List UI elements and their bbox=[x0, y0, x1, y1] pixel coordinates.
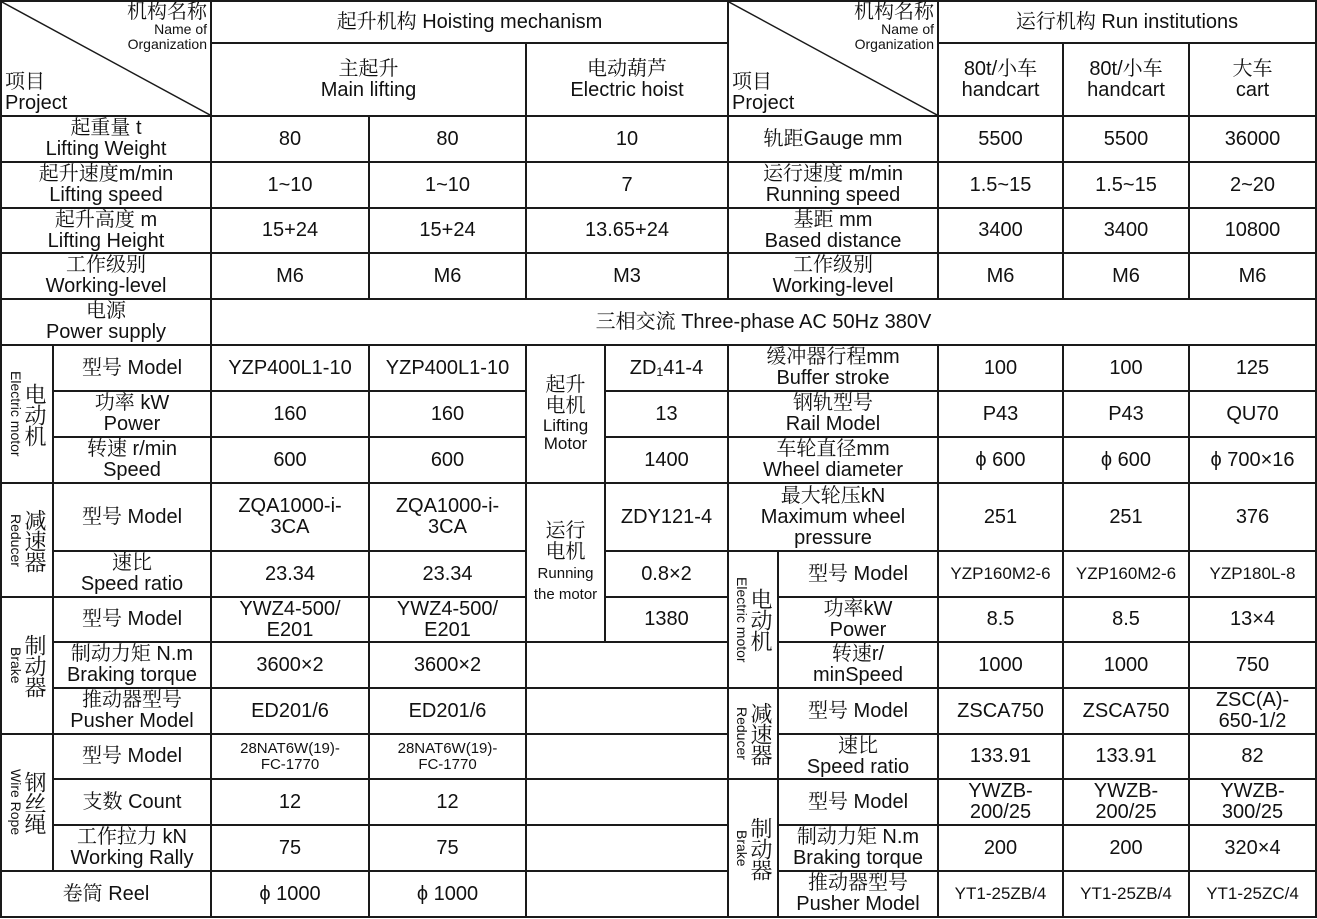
empty-cell bbox=[525, 870, 729, 918]
hoisting-mechanism-header: 起升机构 Hoisting mechanism bbox=[210, 0, 729, 44]
group-motor bbox=[727, 550, 779, 689]
value-cell: 251 bbox=[937, 482, 1064, 552]
group-label-en: Brake bbox=[8, 647, 24, 684]
group-label-zh: 电动机 bbox=[22, 382, 47, 446]
row-label: 工作级别 Working-level bbox=[0, 252, 212, 300]
empty-cell bbox=[525, 687, 729, 735]
value-cell: 7 bbox=[525, 161, 729, 209]
value-cell: YWZ4-500/ E201 bbox=[210, 596, 370, 643]
value-cell: 13×4 bbox=[1188, 596, 1317, 643]
value-cell: 160 bbox=[210, 390, 370, 438]
row-label: 型号 Model bbox=[52, 596, 212, 643]
run-column-header: 80t/小车 handcart bbox=[1062, 42, 1190, 117]
value-cell: 100 bbox=[937, 344, 1064, 392]
value-cell: ϕ 1000 bbox=[210, 870, 370, 918]
value-cell: YWZB- 200/25 bbox=[1062, 778, 1190, 826]
value-cell: 3600×2 bbox=[210, 641, 370, 689]
value-cell: M6 bbox=[1188, 252, 1317, 300]
run-institutions-header: 运行机构 Run institutions bbox=[937, 0, 1317, 44]
row-label: 功率 kW Power bbox=[52, 390, 212, 438]
value-cell: ZQA1000-i- 3CA bbox=[368, 482, 527, 552]
value-cell: 82 bbox=[1188, 733, 1317, 780]
value-cell: 3400 bbox=[1062, 207, 1190, 254]
group-brake bbox=[727, 778, 779, 918]
group-brake bbox=[0, 596, 54, 735]
value-cell: 100 bbox=[1062, 344, 1190, 392]
value-cell: 3400 bbox=[937, 207, 1064, 254]
group-label-zh: 制动器 bbox=[22, 634, 47, 697]
row-label: 起升速度m/min Lifting speed bbox=[0, 161, 212, 209]
value-cell: 8.5 bbox=[1062, 596, 1190, 643]
value-cell: M6 bbox=[1062, 252, 1190, 300]
value-cell: 1380 bbox=[604, 596, 729, 643]
value-cell: 23.34 bbox=[368, 550, 527, 598]
row-label: 工作拉力 kN Working Rally bbox=[52, 824, 212, 872]
value-cell: 160 bbox=[368, 390, 527, 438]
value-cell: ZSC(A)- 650-1/2 bbox=[1188, 687, 1317, 735]
value-cell: YT1-25ZC/4 bbox=[1188, 870, 1317, 918]
value-cell: YZP160M2-6 bbox=[937, 550, 1064, 598]
group-reducer bbox=[727, 687, 779, 780]
value-cell: 1000 bbox=[937, 641, 1064, 689]
value-cell: 15+24 bbox=[368, 207, 527, 254]
row-label: 基距 mm Based distance bbox=[727, 207, 939, 254]
group-label-en: Electric motor bbox=[734, 576, 750, 663]
row-label: 制动力矩 N.m Braking torque bbox=[52, 641, 212, 689]
project-label-en: Project bbox=[732, 92, 795, 114]
org-label-en2: Organization bbox=[127, 36, 207, 53]
value-cell: 750 bbox=[1188, 641, 1317, 689]
value-cell: 13 bbox=[604, 390, 729, 438]
value-cell: 200 bbox=[937, 824, 1064, 872]
left-corner-header bbox=[0, 0, 212, 117]
value-cell: YWZB- 200/25 bbox=[937, 778, 1064, 826]
value-cell: M6 bbox=[937, 252, 1064, 300]
empty-cell bbox=[525, 733, 729, 780]
empty-cell bbox=[525, 778, 729, 826]
row-label: 转速r/ minSpeed bbox=[777, 641, 939, 689]
group-reducer bbox=[0, 482, 54, 598]
group-motor bbox=[0, 344, 54, 484]
value-cell: 28NAT6W(19)- FC-1770 bbox=[368, 733, 527, 780]
row-label: 推动器型号 Pusher Model bbox=[52, 687, 212, 735]
row-label: 工作级别 Working-level bbox=[727, 252, 939, 300]
main-lifting-header: 主起升 Main lifting bbox=[210, 42, 527, 117]
value-cell: P43 bbox=[1062, 390, 1190, 438]
value-cell: YZP400L1-10 bbox=[210, 344, 370, 392]
motor-label-en: Lifting Motor bbox=[542, 416, 589, 453]
group-label-zh: 电动机 bbox=[748, 588, 773, 651]
group-label-en: Wire Rope bbox=[8, 769, 24, 836]
value-cell: 12 bbox=[368, 778, 527, 826]
group-label-zh: 减速器 bbox=[22, 508, 47, 572]
value-cell: 0.8×2 bbox=[604, 550, 729, 598]
value-cell: 80 bbox=[368, 115, 527, 163]
value-cell: 3600×2 bbox=[368, 641, 527, 689]
motor-label-en: Running the motor bbox=[533, 564, 598, 603]
value-cell: ZSCA750 bbox=[937, 687, 1064, 735]
value-cell: 36000 bbox=[1188, 115, 1317, 163]
row-label: 转速 r/min Speed bbox=[52, 436, 212, 484]
row-label: 型号 Model bbox=[777, 778, 939, 826]
org-label-zh: 机构名称 bbox=[854, 1, 934, 23]
value-cell: YWZB- 300/25 bbox=[1188, 778, 1317, 826]
value-cell: ZQA1000-i- 3CA bbox=[210, 482, 370, 552]
group-label-en: Electric motor bbox=[8, 371, 24, 457]
value-cell: 80 bbox=[210, 115, 370, 163]
value-cell: 133.91 bbox=[1062, 733, 1190, 780]
org-label-en1: Name of bbox=[881, 21, 934, 37]
run-column-header: 大车 cart bbox=[1188, 42, 1317, 117]
value-cell: YZP400L1-10 bbox=[368, 344, 527, 392]
run-column-header: 80t/小车 handcart bbox=[937, 42, 1064, 117]
org-label-en1: Name of bbox=[154, 21, 207, 37]
row-label: 型号 Model bbox=[52, 344, 212, 392]
value-cell: 23.34 bbox=[210, 550, 370, 598]
value-cell: 75 bbox=[210, 824, 370, 872]
value-cell: ϕ 600 bbox=[1062, 436, 1190, 484]
value-cell: YT1-25ZB/4 bbox=[1062, 870, 1190, 918]
project-label-en: Project bbox=[5, 92, 68, 114]
value-cell: 1.5~15 bbox=[937, 161, 1064, 209]
row-label: 功率kW Power bbox=[777, 596, 939, 643]
value-cell: ZD₁41-4 bbox=[604, 344, 729, 392]
value-cell: 5500 bbox=[1062, 115, 1190, 163]
value-cell: 1400 bbox=[604, 436, 729, 484]
value-cell: ϕ 700×16 bbox=[1188, 436, 1317, 484]
value-cell: ED201/6 bbox=[210, 687, 370, 735]
value-cell: 5500 bbox=[937, 115, 1064, 163]
value-cell: 10 bbox=[525, 115, 729, 163]
value-cell: P43 bbox=[937, 390, 1064, 438]
row-label: 制动力矩 N.m Braking torque bbox=[777, 824, 939, 872]
value-cell: 600 bbox=[368, 436, 527, 484]
group-label-zh: 制动器 bbox=[748, 816, 773, 880]
value-cell: 2~20 bbox=[1188, 161, 1317, 209]
value-cell: 1~10 bbox=[210, 161, 370, 209]
row-label: 速比 Speed ratio bbox=[52, 550, 212, 598]
row-label: 支数 Count bbox=[52, 778, 212, 826]
group-label-en: Reducer bbox=[8, 513, 24, 567]
project-label-zh: 项目 bbox=[732, 71, 772, 93]
value-cell: 1~10 bbox=[368, 161, 527, 209]
org-label-en2: Organization bbox=[854, 36, 934, 53]
value-cell: 8.5 bbox=[937, 596, 1064, 643]
power-supply-value: 三相交流 Three-phase AC 50Hz 380V bbox=[210, 298, 1317, 346]
value-cell: 125 bbox=[1188, 344, 1317, 392]
value-cell: 75 bbox=[368, 824, 527, 872]
row-label: 型号 Model bbox=[52, 733, 212, 780]
row-label: 型号 Model bbox=[777, 687, 939, 735]
value-cell: 13.65+24 bbox=[525, 207, 729, 254]
group-wire-rope bbox=[0, 733, 54, 872]
value-cell: 320×4 bbox=[1188, 824, 1317, 872]
value-cell: 12 bbox=[210, 778, 370, 826]
value-cell: 10800 bbox=[1188, 207, 1317, 254]
value-cell: YT1-25ZB/4 bbox=[937, 870, 1064, 918]
row-label: 起重量 t Lifting Weight bbox=[0, 115, 212, 163]
electric-hoist-header: 电动葫芦 Electric hoist bbox=[525, 42, 729, 117]
value-cell: YWZ4-500/ E201 bbox=[368, 596, 527, 643]
row-label: 轨距Gauge mm bbox=[727, 115, 939, 163]
value-cell: 28NAT6W(19)- FC-1770 bbox=[210, 733, 370, 780]
value-cell: M6 bbox=[368, 252, 527, 300]
value-cell: 1000 bbox=[1062, 641, 1190, 689]
row-label: 运行速度 m/min Running speed bbox=[727, 161, 939, 209]
row-label: 起升高度 m Lifting Height bbox=[0, 207, 212, 254]
empty-cell bbox=[525, 824, 729, 872]
value-cell: ZSCA750 bbox=[1062, 687, 1190, 735]
motor-label-zh: 运行 电机 bbox=[545, 519, 586, 563]
empty-cell bbox=[525, 641, 729, 689]
right-corner-header bbox=[727, 0, 939, 117]
row-label: 速比 Speed ratio bbox=[777, 733, 939, 780]
row-label: 型号 Model bbox=[777, 550, 939, 598]
row-label: 钢轨型号 Rail Model bbox=[727, 390, 939, 438]
group-label-zh: 钢丝绳 bbox=[22, 771, 47, 834]
power-supply-label: 电源 Power supply bbox=[0, 298, 212, 346]
value-cell: 600 bbox=[210, 436, 370, 484]
row-label: 型号 Model bbox=[52, 482, 212, 552]
group-label-en: Reducer bbox=[734, 707, 750, 760]
value-cell: 251 bbox=[1062, 482, 1190, 552]
value-cell: YZP160M2-6 bbox=[1062, 550, 1190, 598]
value-cell: ED201/6 bbox=[368, 687, 527, 735]
row-label: 车轮直径mm Wheel diameter bbox=[727, 436, 939, 484]
value-cell: YZP180L-8 bbox=[1188, 550, 1317, 598]
value-cell: ϕ 1000 bbox=[368, 870, 527, 918]
value-cell: ϕ 600 bbox=[937, 436, 1064, 484]
value-cell: 1.5~15 bbox=[1062, 161, 1190, 209]
project-label-zh: 项目 bbox=[5, 71, 45, 93]
org-label-zh: 机构名称 bbox=[127, 1, 207, 23]
value-cell: ZDY121-4 bbox=[604, 482, 729, 552]
row-label: 最大轮压kN Maximum wheel pressure bbox=[727, 482, 939, 552]
row-label: 缓冲器行程mm Buffer stroke bbox=[727, 344, 939, 392]
value-cell: QU70 bbox=[1188, 390, 1317, 438]
running-motor-label bbox=[525, 482, 606, 643]
value-cell: M6 bbox=[210, 252, 370, 300]
group-label-zh: 减速器 bbox=[748, 702, 773, 765]
row-label: 推动器型号 Pusher Model bbox=[777, 870, 939, 918]
row-label: 卷筒 Reel bbox=[0, 870, 212, 918]
value-cell: 376 bbox=[1188, 482, 1317, 552]
value-cell: 15+24 bbox=[210, 207, 370, 254]
lifting-motor-label bbox=[525, 344, 606, 484]
group-label-en: Brake bbox=[734, 829, 750, 867]
value-cell: 200 bbox=[1062, 824, 1190, 872]
motor-label-zh: 起升 电机 bbox=[545, 374, 586, 418]
value-cell: 133.91 bbox=[937, 733, 1064, 780]
value-cell: M3 bbox=[525, 252, 729, 300]
